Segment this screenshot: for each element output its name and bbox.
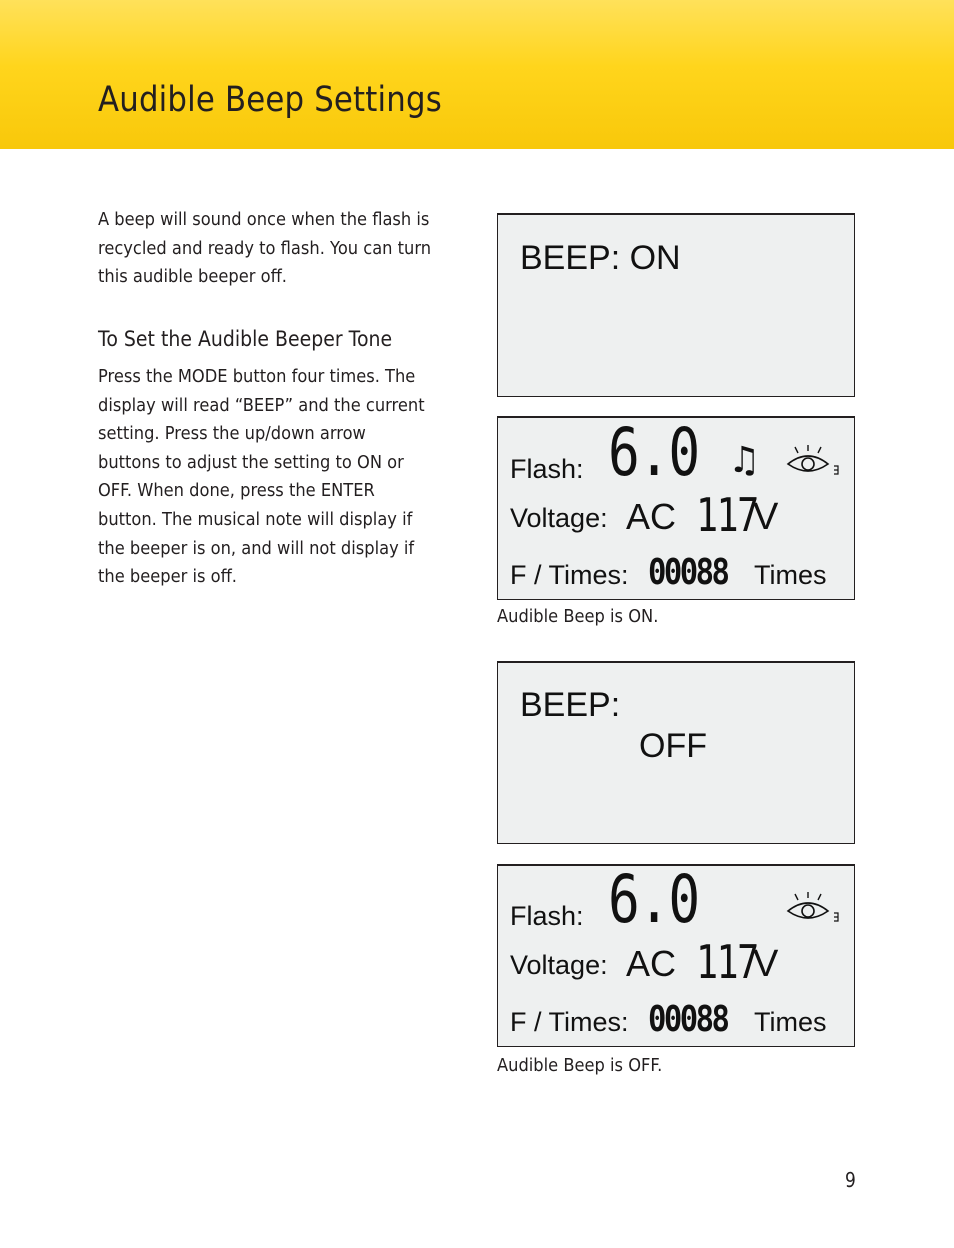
caption-beep-off: Audible Beep is OFF.	[497, 1056, 663, 1076]
flash-label: Flash:	[510, 454, 584, 484]
instructions-paragraph	[98, 363, 433, 592]
intro-paragraph	[98, 206, 433, 292]
instruction-line: button. The musical note will display if	[98, 509, 413, 530]
music-note-icon: ♫	[728, 440, 761, 481]
lcd-status-off-screen	[497, 861, 855, 1047]
instruction-line: setting. Press the up/down arrow	[98, 424, 366, 445]
voltage-value: 117	[696, 488, 758, 542]
lcd-beep-on-screen	[497, 213, 855, 397]
intro-line: recycled and ready to flash. You can turn	[98, 238, 432, 259]
beep-off-value: OFF	[639, 727, 707, 765]
lcd-beep-off-screen	[497, 661, 855, 844]
flash-value: 6.0	[608, 861, 699, 938]
beep-on-text: BEEP: ON	[520, 239, 681, 277]
voltage-prefix: AC	[626, 943, 677, 984]
intro-line: this audible beeper off.	[98, 267, 287, 288]
intro-line: A beep will sound once when the flash is	[98, 210, 430, 230]
instruction-line: OFF. When done, press the ENTER	[98, 481, 375, 502]
instruction-line: the beeper is on, and will not display if	[98, 538, 415, 559]
eye-icon	[786, 891, 842, 925]
voltage-unit: V	[753, 943, 779, 985]
times-value: 00088	[648, 999, 728, 1040]
voltage-value: 117	[696, 935, 758, 989]
times-unit: Times	[754, 1007, 827, 1037]
instruction-line: the beeper is off.	[98, 567, 237, 588]
page-header-band	[0, 0, 954, 149]
eye-icon	[786, 444, 842, 478]
times-label: F / Times:	[510, 560, 629, 590]
page-number: 9	[845, 1168, 856, 1192]
page-title: Audible Beep Settings	[98, 80, 442, 120]
times-unit: Times	[754, 560, 827, 590]
instruction-line: buttons to adjust the setting to ON or	[98, 452, 404, 473]
voltage-label: Voltage:	[510, 503, 608, 533]
voltage-label: Voltage:	[510, 950, 608, 980]
instruction-line: Press the MODE button four times. The	[98, 367, 416, 387]
times-value: 00088	[648, 552, 728, 593]
section-heading: To Set the Audible Beeper Tone	[98, 327, 393, 351]
voltage-prefix: AC	[626, 496, 677, 537]
voltage-unit: V	[753, 496, 779, 538]
flash-value: 6.0	[608, 414, 699, 491]
instruction-line: display will read “BEEP” and the current	[98, 395, 425, 416]
caption-beep-on: Audible Beep is ON.	[497, 607, 659, 627]
lcd-status-on-screen	[497, 416, 855, 600]
times-label: F / Times:	[510, 1007, 629, 1037]
flash-label: Flash:	[510, 901, 584, 931]
beep-label: BEEP:	[520, 686, 621, 724]
